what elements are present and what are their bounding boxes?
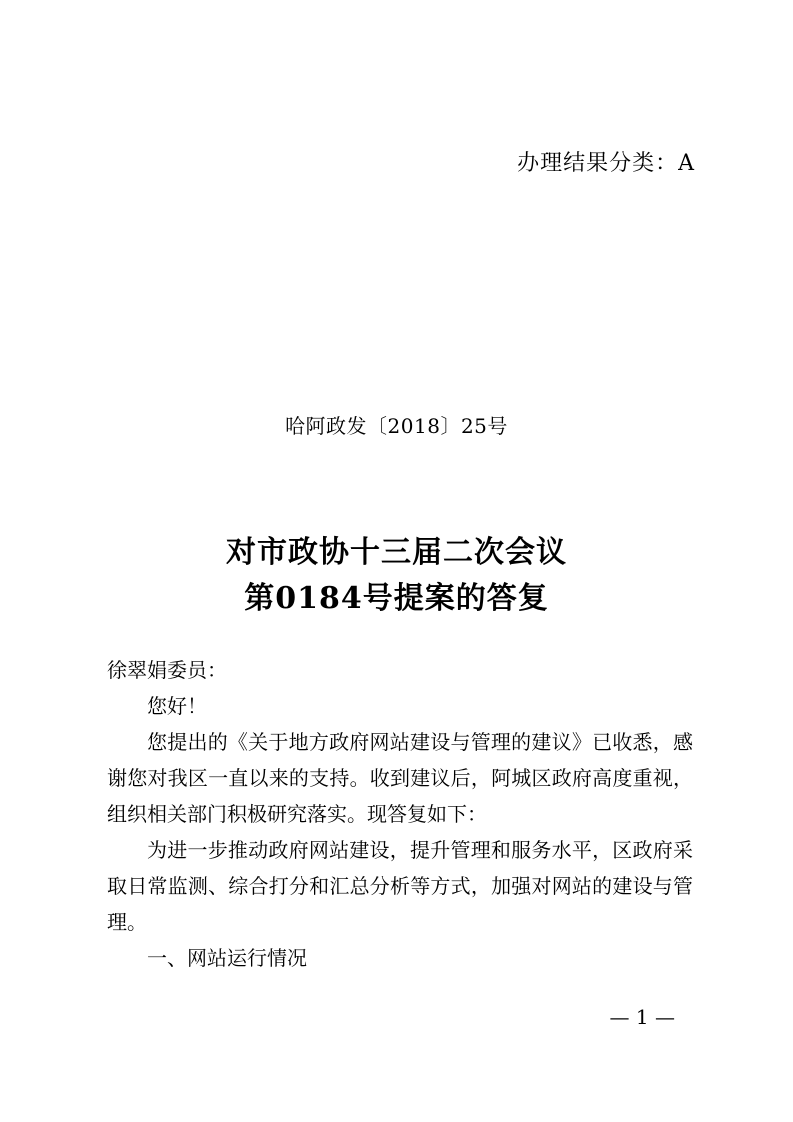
section-1-heading: 一、网站运行情况 <box>147 946 307 970</box>
document-body <box>107 652 693 976</box>
salutation: 徐翠娟委员： <box>107 658 227 682</box>
page-number: — 1 — <box>609 1005 675 1029</box>
document-number: 哈阿政发〔2018〕25号 <box>285 414 508 438</box>
title-line-2: 第0184号提案的答复 <box>244 581 549 616</box>
greeting: 您好！ <box>147 694 207 718</box>
paragraph-1: 您提出的《关于地方政府网站建设与管理的建议》已收悉，感谢您对我区一直以来的支持。收到建议后，阿城区政府高度重视，组织相关部门积极研究落实。现答复如下： <box>107 730 693 826</box>
result-classification: 办理结果分类：A <box>517 151 695 176</box>
paragraph-2: 为进一步推动政府网站建设，提升管理和服务水平，区政府采取日常监测、综合打分和汇总分析等方式，加强对网站的建设与管理。 <box>107 838 693 934</box>
title-line-1: 对市政协十三届二次会议 <box>226 535 567 570</box>
document-title <box>0 530 793 622</box>
